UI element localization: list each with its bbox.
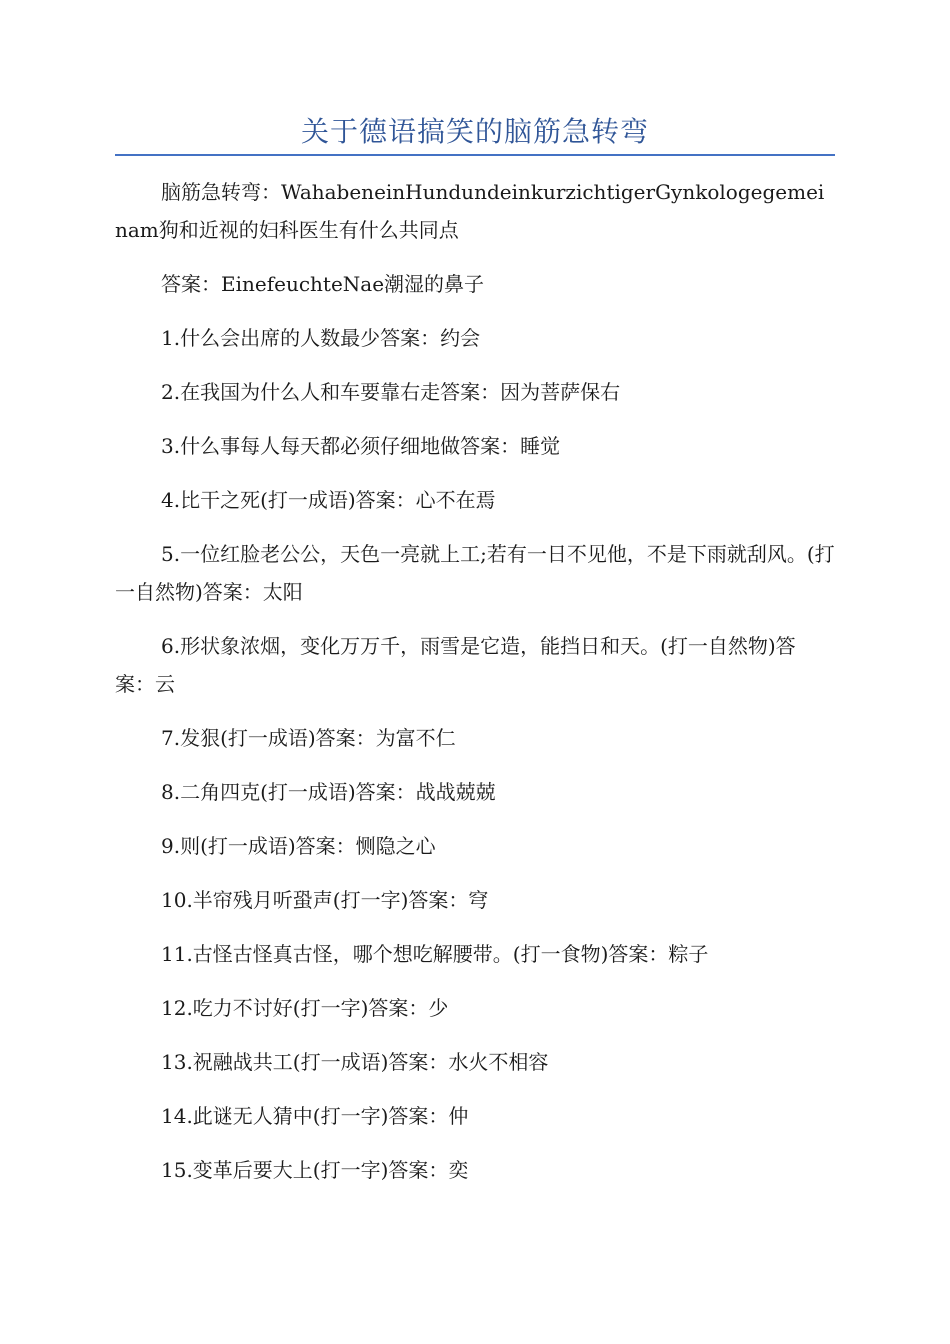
riddle-item-1: 1.什么会出席的人数最少答案：约会: [161, 326, 481, 350]
paragraph-intro-answer: 答案：EinefeuchteNae潮湿的鼻子: [161, 272, 485, 296]
paragraph-intro-question: 脑筋急转弯：WahabeneinHundundeinkurzichtigerGynkologegemeinam狗和近视的妇科医生有什么共同点: [115, 180, 825, 242]
riddle-item-3: 3.什么事每人每天都必须仔细地做答案：睡觉: [161, 434, 561, 458]
title-underline: [115, 154, 835, 156]
document-title: 关于德语搞笑的脑筋急转弯: [300, 115, 649, 148]
riddle-item-9: 9.则(打一成语)答案：恻隐之心: [161, 834, 436, 858]
riddle-item-14: 14.此谜无人猜中(打一字)答案：仲: [161, 1104, 469, 1128]
riddle-item-11: 11.古怪古怪真古怪，哪个想吃解腰带。(打一食物)答案：粽子: [161, 942, 709, 966]
riddle-item-5: 5.一位红脸老公公，天色一亮就上工;若有一日不见他，不是下雨就刮风。(打一自然物)答案：太阳: [115, 542, 835, 604]
riddle-item-8: 8.二角四克(打一成语)答案：战战兢兢: [161, 780, 496, 804]
riddle-item-12: 12.吃力不讨好(打一字)答案：少: [161, 996, 449, 1020]
riddle-item-13: 13.祝融战共工(打一成语)答案：水火不相容: [161, 1050, 549, 1074]
riddle-item-6: 6.形状象浓烟，变化万万千，雨雪是它造，能挡日和天。(打一自然物)答案：云: [115, 634, 796, 696]
document-body: [115, 173, 835, 1205]
riddle-item-4: 4.比干之死(打一成语)答案：心不在焉: [161, 488, 496, 512]
riddle-item-2: 2.在我国为什么人和车要靠右走答案：因为菩萨保右: [161, 380, 621, 404]
riddle-item-10: 10.半帘残月听蛩声(打一字)答案：穹: [161, 888, 489, 912]
riddle-item-7: 7.发狠(打一成语)答案：为富不仁: [161, 726, 456, 750]
riddle-item-15: 15.变革后要大上(打一字)答案：奕: [161, 1158, 469, 1182]
